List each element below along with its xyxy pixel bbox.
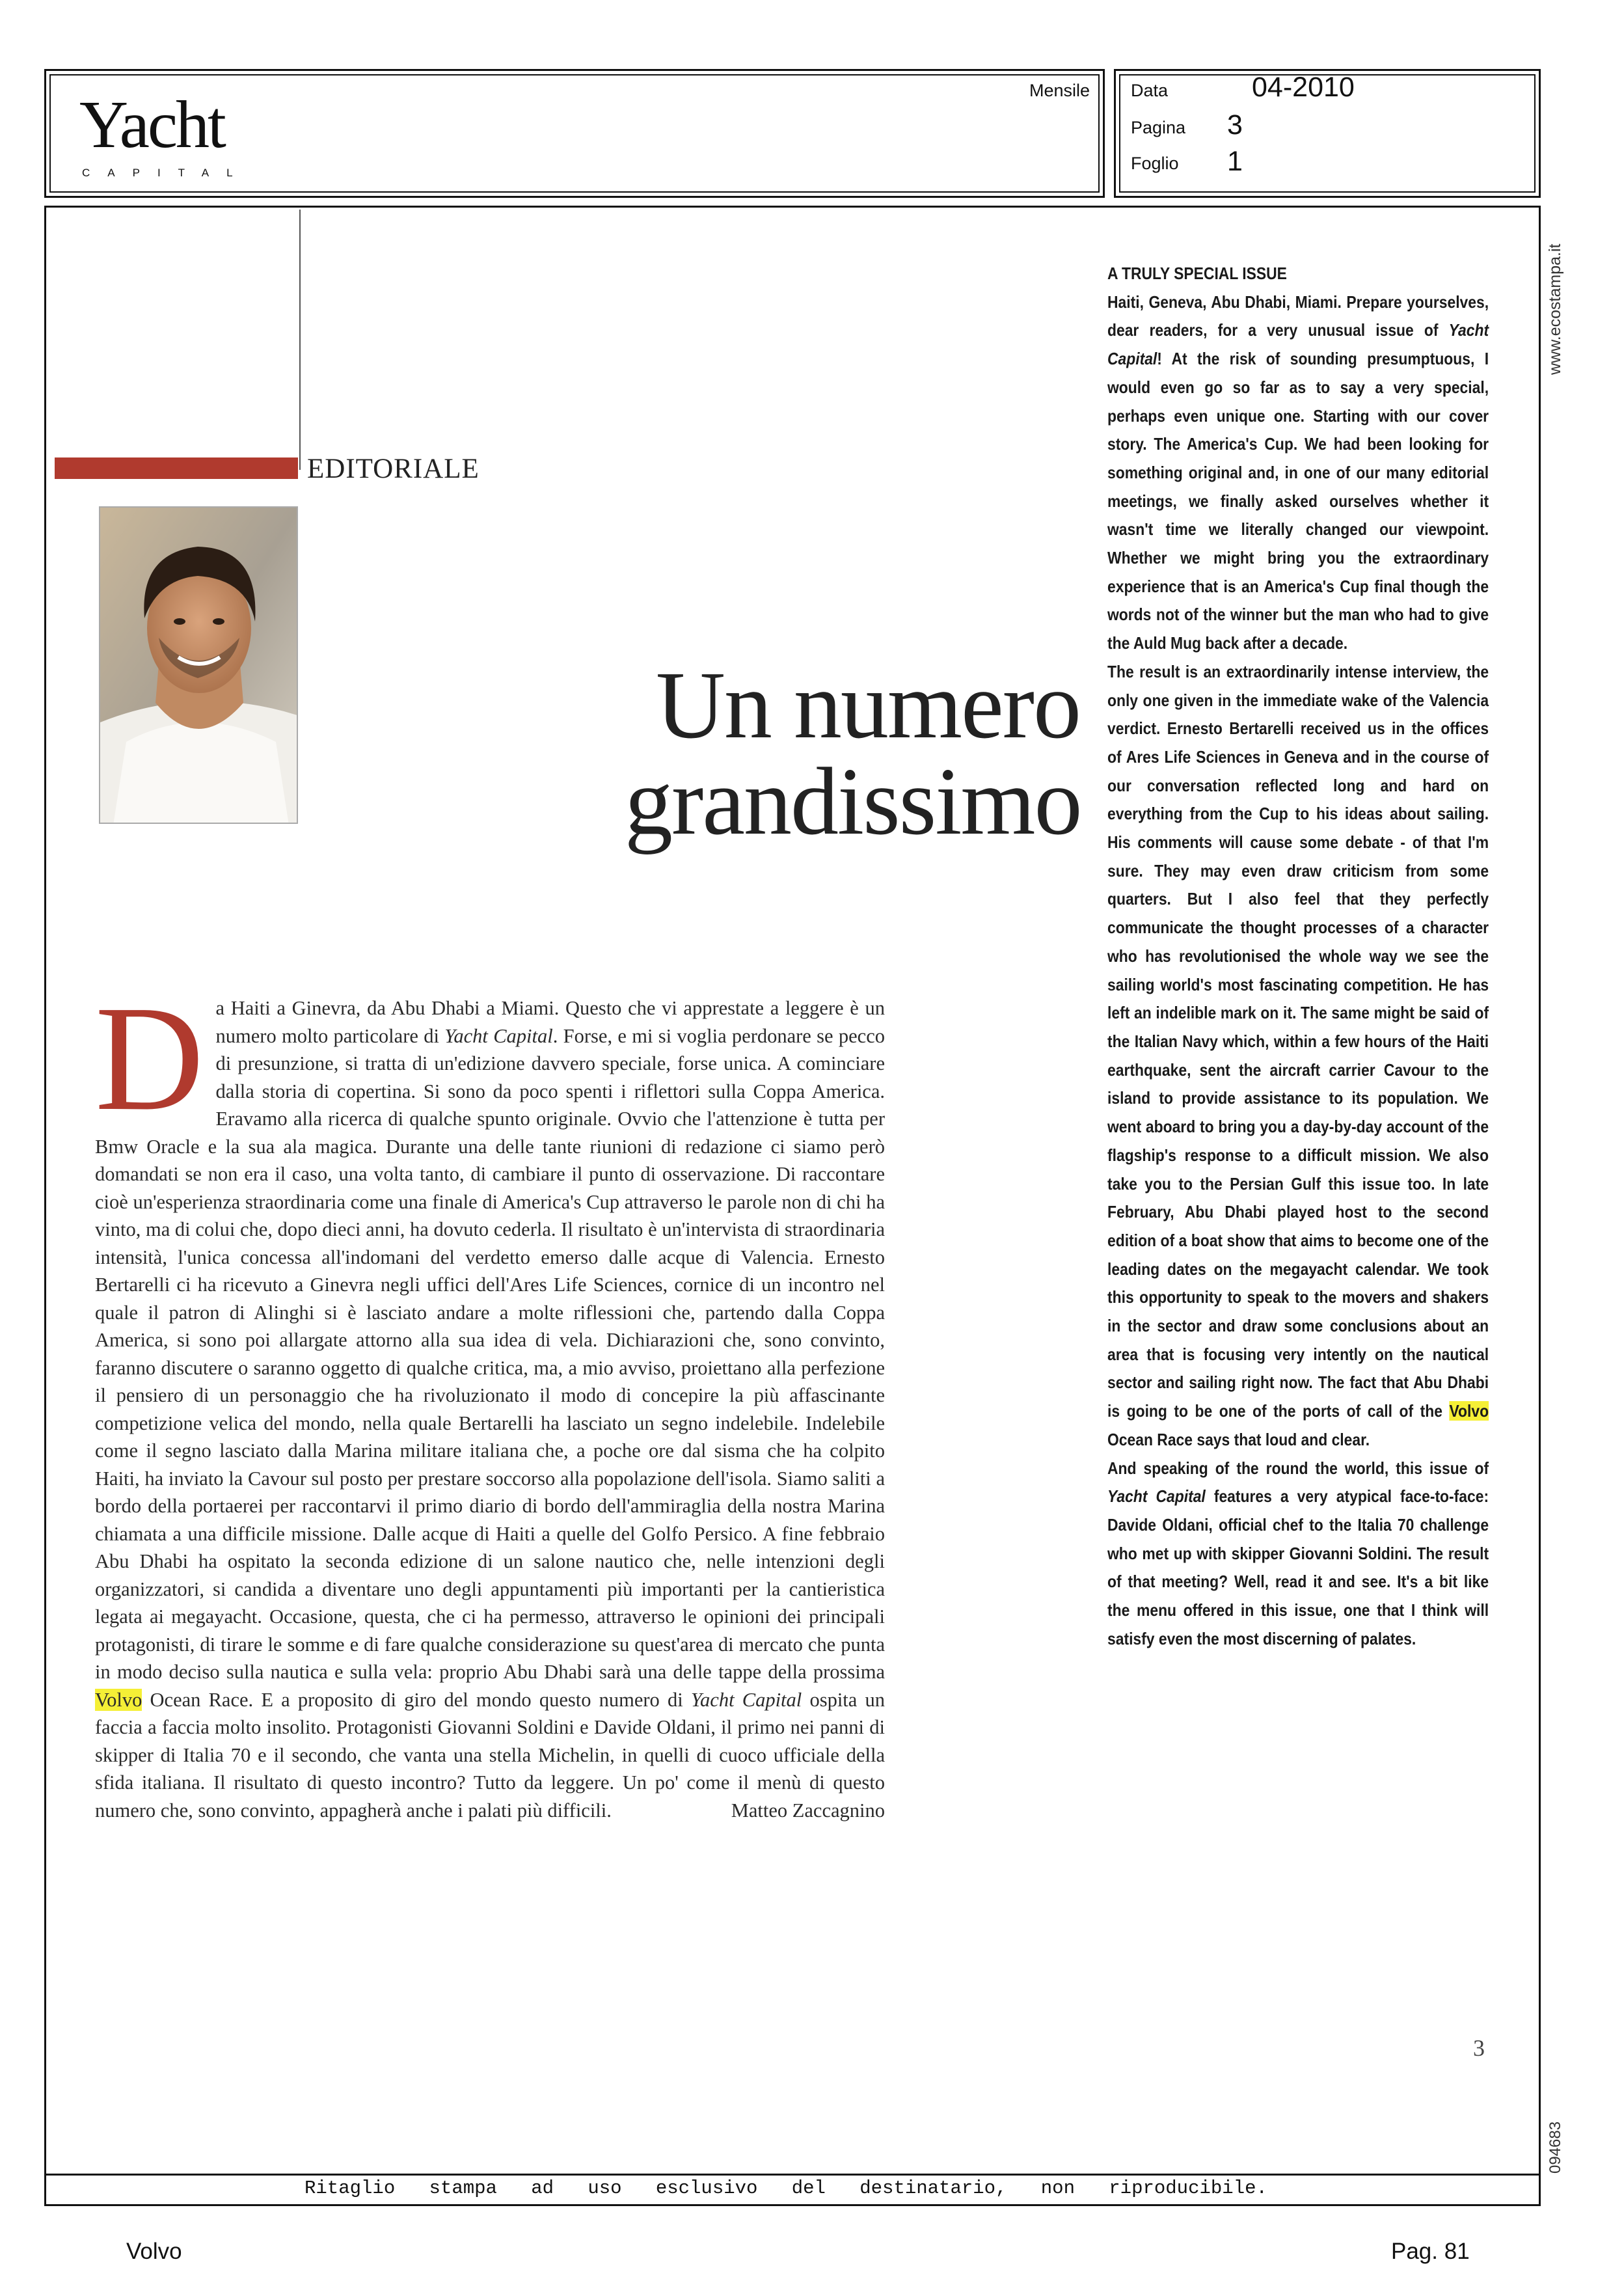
drop-cap: D — [95, 975, 204, 1142]
page-number: 3 — [1473, 2035, 1485, 2061]
frequency-label: Mensile — [1029, 81, 1090, 100]
disclaimer-word: stampa — [429, 2177, 497, 2199]
disclaimer-word: Ritaglio — [304, 2177, 396, 2199]
disclaimer-word: ad — [531, 2177, 554, 2199]
meta-label-foglio: Foglio — [1131, 154, 1179, 173]
logo-title: Yacht — [79, 87, 224, 162]
disclaimer-word: uso — [588, 2177, 622, 2199]
article-body-english — [1107, 260, 1489, 1653]
meta-value-data: 04-2010 — [1252, 72, 1355, 103]
article-text-part-3: Ocean Race. E a proposito di giro del mondo questo numero di — [142, 1688, 691, 1711]
author-photo — [99, 506, 298, 824]
article-text-part-4: ospita un faccia a faccia molto insolito. Protagonisti Giovanni Soldini e Davide Oldani, il primo nei panni di skipper di Italia 70 e il secondo, che vanta una stella Michelin, in quelli di cuoco ufficiale della sfida italiana. Il risultato di questo incontro? Tutto da leggere. Un po' come il menù di questo numero che, sono convinto, appagherà anche i palati più difficili. — [95, 1688, 885, 1822]
disclaimer-word: destinatario, — [859, 2177, 1007, 2199]
magazine-name: Yacht Capital — [690, 1688, 802, 1711]
disclaimer-word: esclusivo — [655, 2177, 758, 2199]
frame-divider — [44, 2174, 1541, 2176]
english-text: The result is an extraordinarily intense interview, the only one given in the immediate wake of the Valencia verdict. Ernesto Bertarelli received us in the offices of Ares Life Sciences in Geneva and in the course of our conversation reflected long and hard on everything from the Cup to his ideas about sailing. His comments will cause some debate - of that I'm sure. They may even draw criticism from some quarters. But I also feel that they perfectly communicate the thought processes of a character who has revolutionised the whole way we see the sailing world's most fascinating competition. He has left an indelible mark on it. The same might be said of the Italian Navy which, within a few hours of the Haiti earthquake, sent the aircraft carrier Cavour to the island to provide assistance to its population. We went aboard to bring you a day-by-day account of the flagship's response to a difficult mission. We also take you to the Persian Gulf this issue too. In late February, Abu Dhabi played host to the second edition of a boat show that aims to become one of the leading dates on the megayacht calendar. We took this opportunity to speak to the movers and shakers in the sector and draw some conclusions about an area that is focusing very intently on the nautical sector and sailing right now. The fact that Abu Dhabi is going to be one of the ports of call of the — [1107, 661, 1489, 1421]
footer-page: Pag. 81 — [1391, 2239, 1470, 2264]
side-url — [1541, 208, 1567, 377]
title-line-1: Un numero — [656, 652, 1080, 759]
disclaimer — [304, 2177, 1267, 2199]
english-text: Haiti, Geneva, Abu Dhabi, Miami. Prepare yourselves, dear readers, for a very unusual issue of — [1107, 292, 1489, 340]
highlighted-keyword: Volvo — [1449, 1401, 1489, 1421]
meta-label-data: Data — [1131, 81, 1169, 100]
footer-source: Volvo — [126, 2239, 182, 2264]
english-paragraph-1 — [1107, 288, 1489, 658]
highlighted-keyword: Volvo — [95, 1688, 142, 1711]
section-label: EDITORIALE — [307, 454, 480, 484]
english-heading: A TRULY SPECIAL ISSUE — [1107, 264, 1287, 283]
svg-text:www.ecostampa.it: www.ecostampa.it — [1546, 243, 1564, 375]
meta-value-pagina: 3 — [1227, 109, 1243, 141]
svg-text:094683: 094683 — [1547, 2121, 1564, 2174]
english-text: Ocean Race says that loud and clear. — [1107, 1429, 1370, 1449]
disclaimer-word: del — [791, 2177, 826, 2199]
author-signature: Matteo Zaccagnino — [731, 1799, 885, 1822]
article-text-part-1: a Haiti a Ginevra, da Abu Dhabi a Miami. Questo che vi apprestate a leggere è un numero molto particolare di — [215, 997, 885, 1047]
side-code — [1541, 2101, 1567, 2179]
english-paragraph-3 — [1107, 1454, 1489, 1654]
section-bar — [55, 457, 298, 479]
english-text: ! At the risk of sounding presumptuous, I would even go so far as to say a very special, perhaps even unique one. Starting with our cover story. The America's Cup. We had been looking for something original and, in one of our many editorial meetings, we finally asked ourselves whether it wasn't time we literally changed our viewpoint. Whether we might bring you the extraordinary experience that is an America's Cup final though the words not of the winner but the man who had to give the Auld Mug back after a decade. — [1107, 349, 1489, 653]
english-paragraph-2 — [1107, 658, 1489, 1454]
article-text-part-2: . Forse, e mi si voglia perdonare se pecco di presunzione, si tratta di un'edizione davvero speciale, forse unica. A cominciare dalla storia di copertina. Si sono da poco spenti i riflettori sulla Coppa America. Eravamo alla ricerca di qualche spunto originale. Ovvio che l'attenzione è tutta per Bmw Oracle e la sua ala magica. Durante una delle tante riunioni di redazione ci siamo però domandati se non era il caso, una volta tanto, di cambiare il punto di osservazione. Di raccontare cioè un'esperienza straordinaria come una finale di America's Cup attraverso le parole non di chi ha vinto, ma di colui che, dopo dieci anni, ha dovuto cederla. Il risultato è un'intervista di straordinaria intensità, l'unica concessa all'indomani del verdetto emerso dalle acque di Valencia. Ernesto Bertarelli ci ha ricevuto a Ginevra negli uffici dell'Ares Life Sciences, cornice di un incontro nel quale il patron di Alinghi si è lasciato andare a molte riflessioni che, partendo dalla Coppa America, si sono poi allargate attorno alla sua idea di vela. Dichiarazioni che, sono convinto, faranno discutere o saranno oggetto di qualche critica, ma, a mio avviso, proiettano alla perfezione il pensiero di un personaggio che ha rivoluzionato il modo di concepire la più affascinante competizione velica del mondo, nella quale Bertarelli ha lasciato un segno indelebile. Indelebile come il segno lasciato dalla Marina militare italiana che, a poche ore dal sisma che ha colpito Haiti, ha inviato la Cavour sul posto per prestare soccorso alla popolazione dell'isola. Siamo saliti a bordo della portaerei per raccontarvi il primo diario di bordo dell'ammiraglia della nostra Marina chiamata a una difficile missione. Dalle acque di Haiti a quelle del Golfo Persico. A fine febbraio Abu Dhabi ha ospitato la seconda edizione di un salone nautico che, nelle intenzioni degli organizzatori, si candida a diventare uno degli appuntamenti più importanti per la cantieristica legata ai megayacht. Occasione, questa, che ci ha permesso, attraverso le opinioni dei principali protagonisti, di tirare le somme e di fare qualche considerazione su quest'area di mercato che punta in modo deciso sulla nautica e sulla vela: proprio Abu Dhabi sarà una delle tappe della prossima — [95, 1024, 885, 1683]
title-line-2: grandissimo — [625, 748, 1081, 855]
magazine-name: Yacht Capital — [444, 1024, 553, 1047]
article-body-italian — [95, 975, 885, 1824]
magazine-name: Yacht Capital — [1107, 320, 1489, 369]
english-text: And speaking of the round the world, this issue of — [1107, 1458, 1489, 1478]
meta-label-pagina: Pagina — [1131, 118, 1186, 137]
logo-subtitle: CAPITAL — [82, 167, 250, 179]
disclaimer-word: non — [1040, 2177, 1075, 2199]
article-title — [625, 652, 1081, 855]
disclaimer-word: riproducibile. — [1109, 2177, 1267, 2199]
english-text: features a very atypical face-to-face: Davide Oldani, official chef to the Italia 70 challenge who met up with skipper Giovanni Soldini. The result of that meeting? Well, read it and see. It's a bit like the menu offered in this issue, one that I think will satisfy even the most discerning of palates. — [1107, 1486, 1489, 1648]
meta-value-foglio: 1 — [1227, 146, 1243, 177]
section-rule — [299, 210, 301, 470]
magazine-name: Yacht Capital — [1107, 1486, 1206, 1507]
